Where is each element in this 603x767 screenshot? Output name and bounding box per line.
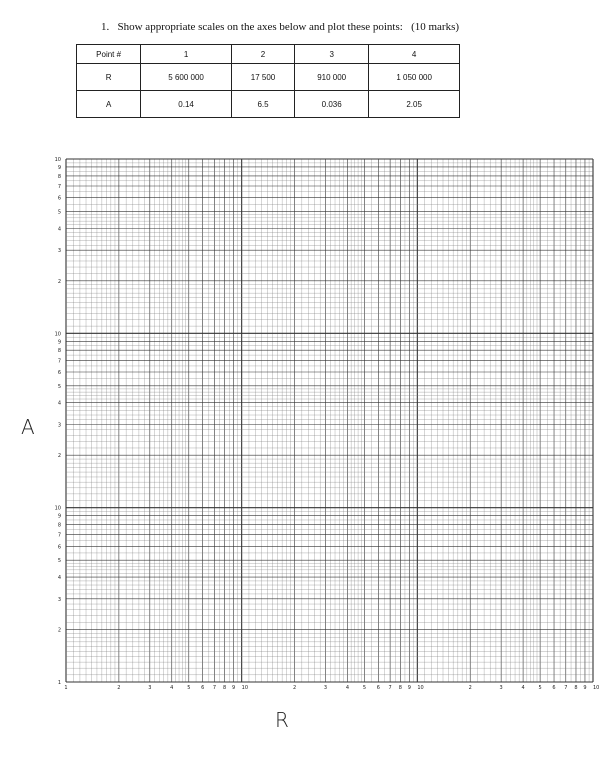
x-tick-label: 1: [64, 685, 68, 691]
table-cell: 910 000: [295, 64, 369, 91]
y-tick-label: 9: [57, 339, 61, 346]
x-tick-label: 5: [187, 685, 191, 691]
table-cell: 1 050 000: [369, 64, 460, 91]
x-tick-label: 3: [499, 685, 503, 691]
y-tick-label: 4: [57, 575, 61, 582]
question-body: Show appropriate scales on the axes below and plot these points:: [117, 21, 403, 33]
x-tick-label: 10: [241, 685, 249, 691]
question-number: 1.: [101, 21, 110, 33]
x-tick-label: 8: [574, 685, 578, 691]
table-header-cell: 3: [295, 45, 369, 64]
y-axis-title: A: [21, 415, 35, 439]
y-tick-label: 8: [57, 348, 61, 355]
y-tick-label: 9: [57, 164, 61, 171]
table-cell: A: [77, 91, 141, 118]
table-cell: 5 600 000: [141, 64, 232, 91]
y-tick-label: 9: [57, 513, 61, 520]
table-cell: 0.14: [141, 91, 232, 118]
x-tick-label: 6: [552, 685, 556, 691]
x-tick-label: 9: [583, 685, 587, 691]
y-tick-label: 10: [54, 505, 61, 512]
table-cell: 2.05: [369, 91, 460, 118]
y-tick-label: 6: [57, 195, 61, 202]
x-tick-label: 3: [148, 685, 152, 691]
x-tick-label: 4: [345, 685, 350, 691]
y-tick-label: 6: [57, 370, 61, 377]
x-tick-label: 6: [376, 685, 380, 691]
x-tick-label: 2: [468, 685, 472, 691]
y-tick-label: 5: [57, 383, 61, 390]
x-tick-label: 3: [323, 685, 328, 691]
table-header-cell: Point #: [77, 45, 141, 64]
table-header-cell: 4: [369, 45, 460, 64]
y-tick-label: 3: [57, 248, 61, 255]
x-tick-label: 4: [521, 685, 525, 691]
table-cell: R: [77, 64, 141, 91]
x-tick-label: 9: [232, 685, 236, 691]
y-tick-label: 5: [57, 209, 61, 216]
x-tick-label: 7: [212, 685, 217, 691]
y-tick-label: 4: [57, 226, 61, 233]
x-tick-label: 10: [417, 685, 424, 691]
x-tick-label: 4: [170, 685, 174, 691]
x-axis-title: R: [275, 708, 289, 732]
y-tick-label: 6: [57, 544, 61, 551]
x-tick-label: 8: [398, 685, 402, 691]
question-marks: (10 marks): [411, 21, 460, 33]
y-tick-label: 4: [57, 400, 61, 407]
y-tick-label: 7: [57, 358, 61, 365]
table-cell: 6.5: [231, 91, 294, 118]
y-tick-label: 8: [57, 522, 61, 529]
y-tick-label: 3: [57, 596, 61, 603]
x-tick-label: 9: [407, 685, 411, 691]
y-tick-label: 7: [57, 532, 61, 539]
y-tick-label: 3: [57, 422, 61, 429]
x-tick-label: 7: [388, 685, 392, 691]
table-cell: 0.036: [295, 91, 369, 118]
x-tick-label: 2: [292, 685, 297, 691]
y-tick-label: 2: [57, 453, 61, 460]
y-tick-label: 2: [57, 627, 61, 634]
y-tick-label: 10: [54, 331, 61, 338]
table-header-cell: 2: [231, 45, 294, 64]
x-tick-label: 2: [117, 685, 121, 691]
x-tick-label: 8: [223, 685, 227, 691]
x-tick-label: 6: [201, 685, 205, 691]
y-tick-label: 7: [57, 184, 61, 191]
x-tick-label: 10: [593, 685, 600, 691]
y-tick-label: 2: [57, 278, 61, 285]
x-tick-label: 5: [362, 685, 367, 691]
y-tick-label: 8: [57, 173, 61, 180]
table-cell: 17 500: [231, 64, 294, 91]
y-tick-label: 1: [57, 680, 61, 686]
y-tick-label: 10: [54, 157, 61, 163]
y-tick-label: 5: [57, 558, 61, 565]
x-tick-label: 5: [538, 685, 542, 691]
table-header-cell: 1: [141, 45, 232, 64]
x-tick-label: 7: [564, 685, 568, 691]
